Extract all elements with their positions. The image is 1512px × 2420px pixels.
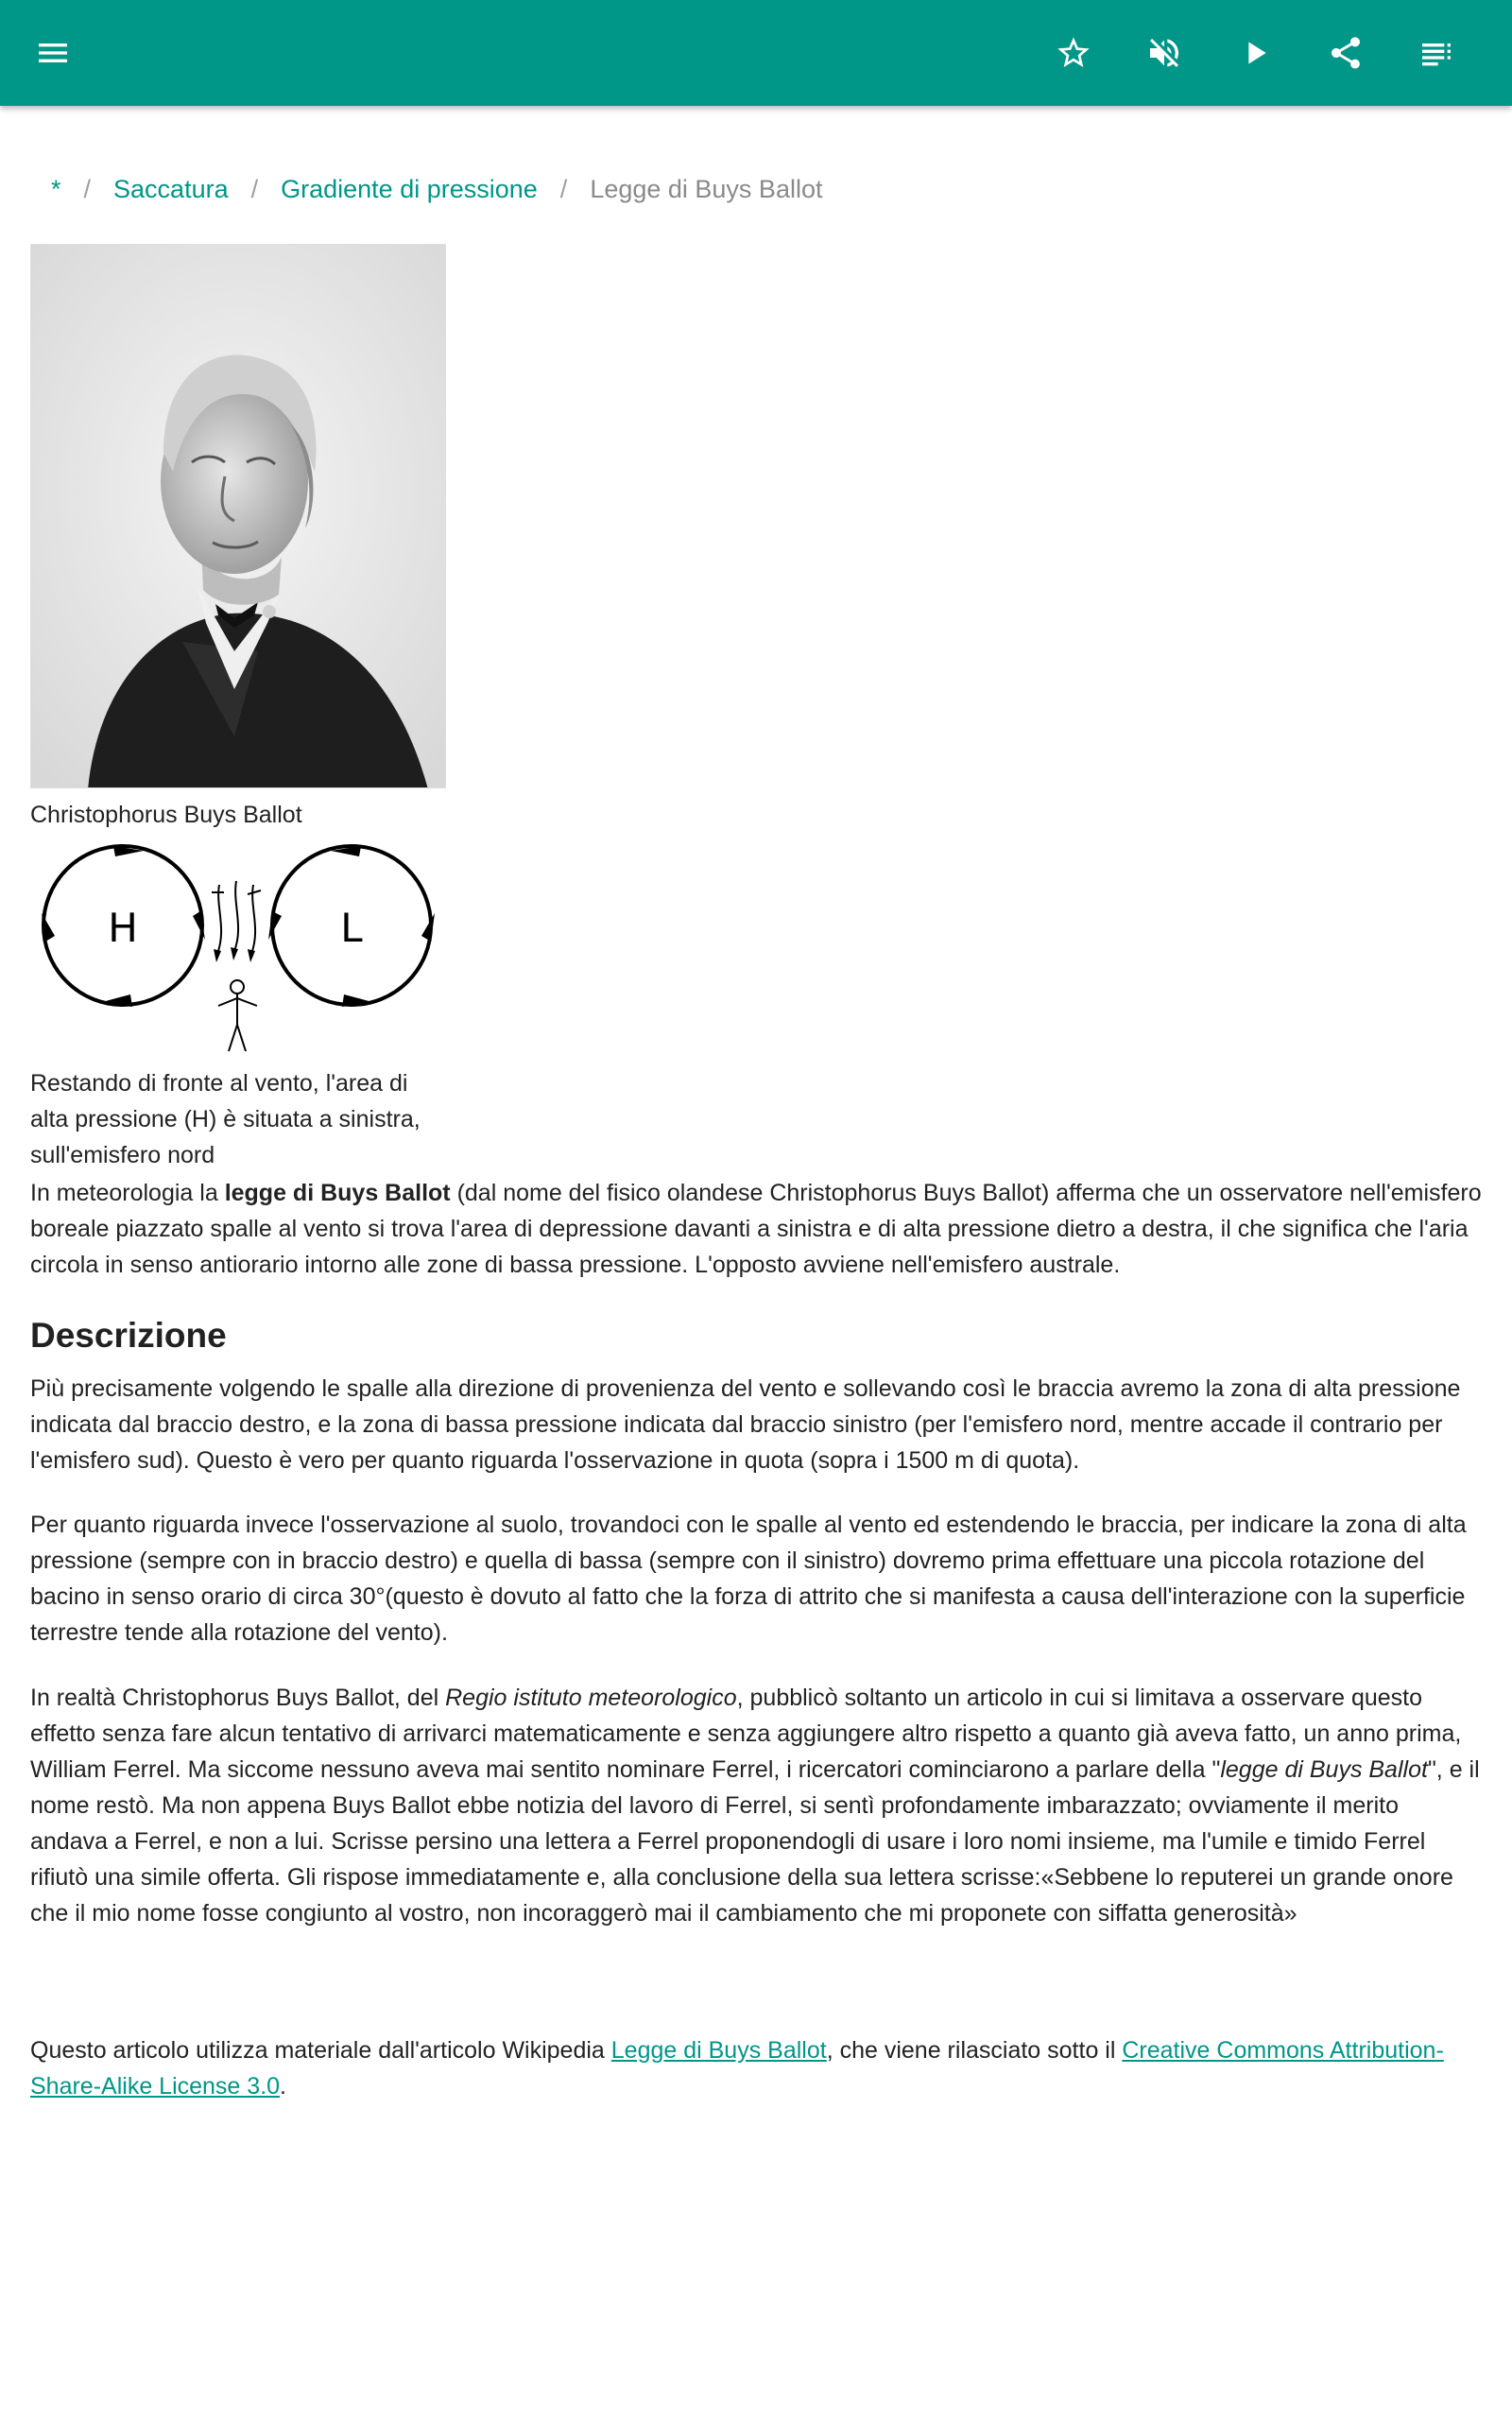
breadcrumb-home-link[interactable]: * [51,174,61,203]
attribution-paragraph: Questo articolo utilizza materiale dall'articolo Wikipedia Legge di Buys Ballot, che viene rilasciato sotto il Creative Commons Attribution-Share-Alike License 3.0. [30,2037,1444,2100]
breadcrumb-item-gradiente[interactable]: Gradiente di pressione [281,174,538,203]
intro-bold-term: legge di Buys Ballot [224,1180,451,1206]
diagram-caption [30,1065,446,1173]
section-heading: Descrizione [30,1316,227,1355]
breadcrumb [30,168,822,210]
history-paragraph: In realtà Christophorus Buys Ballot, del Regio istituto meteorologico, pubblicò soltanto un articolo in cui si limitava a osservare questo effetto senza fare alcun tentativo di arrivarci matematicamente e senza aggiungere altro rispetto a quanto già aveva fatto, un anno prima, William Ferrel. Ma siccome nessuno aveva mai sentito nominare Ferrel, i ricercatori cominciarono a parlare della "legge di Buys Ballot", e il nome restò. Ma non appena Buys Ballot ebbe notizia del lavoro di Ferrel, si sentì profondamente imbarazzato; ovviamente il merito andava a Ferrel, e non a lui. Scrisse persino una lettera a Ferrel proponendogli di usare i loro nomi insieme, ma l'umile e timido Ferrel rifiutò una simile offerta. Gli rispose immediatamente e, alla conclusione della sua lettera scrisse:«Sebbene lo reputerei un grande onore che il mio nome fosse congiunto al vostro, non incoraggerò mai il cambiamento che mi proponete con siffatta generosità» [30,1685,1480,1927]
intro-paragraph: In meteorologia la legge di Buys Ballot (dal nome del fisico olandese Christophorus Buys Ballot) afferma che un osservatore nell'emisfero boreale piazzato spalle al vento si trova l'area di depressione davanti a sinistra e di alta pressione dietro a destra, il che significa che l'aria circola in senso antiorario intorno alle zone di bassa pressione. L'opposto avviene nell'emisfero australe. [30,1180,1482,1278]
breadcrumb-item-saccatura[interactable]: Saccatura [113,174,229,203]
breadcrumb-current: Legge di Buys Ballot [590,174,823,203]
low-pressure-label: L [340,905,363,951]
high-pressure-label: H [108,905,138,951]
description-paragraph-1: Più precisamente volgendo le spalle alla direzione di provenienza del vento e sollevando così le braccia avremo la zona di alta pressione indicata dal braccio destro, e la zona di bassa pressione indicata dal braccio sinistro (per l'emisfero nord, mentre accade il contrario per l'emisfero sud). Questo è vero per quanto riguarda l'osservazione in quota (sopra i 1500 m di quota). [30,1375,1461,1474]
buys-ballot-diagram[interactable] [30,836,446,1055]
play-icon[interactable] [1225,23,1285,83]
volume-off-icon[interactable] [1134,23,1194,83]
license-link[interactable]: Creative Commons Attribution-Share-Alike License 3.0 [30,2037,1444,2100]
breadcrumb-separator: / [559,174,568,203]
italic-institute: Regio istituto meteorologico [445,1685,737,1711]
breadcrumb-separator: / [83,174,92,203]
diagram-caption-line: Restando di fronte al vento, l'area di [30,1070,408,1097]
portrait-caption: Christophorus Buys Ballot [30,802,302,828]
diagram-caption-line: sull'emisfero nord [30,1142,215,1168]
diagram-caption-line: alta pressione (H) è situata a sinistra, [30,1106,421,1132]
list-icon[interactable] [1406,23,1467,83]
wikipedia-article-link[interactable]: Legge di Buys Ballot [610,2037,827,2064]
menu-icon[interactable] [23,23,83,83]
share-icon[interactable] [1315,23,1376,83]
portrait-image[interactable] [30,244,446,788]
italic-law-name: legge di Buys Ballot [1220,1756,1428,1783]
description-paragraph-2: Per quanto riguarda invece l'osservazione al suolo, trovandoci con le spalle al vento ed estendendo le braccia, per indicare la zona di alta pressione (sempre con in braccio destro) e quella di bassa (sempre con il sinistro) dovremo prima effettuare una piccola rotazione del bacino in senso orario di circa 30°(questo è dovuto al fatto che la forza di attrito che si manifesta a causa dell'interazione con la superficie terrestre tende alla rotazione del vento). [30,1512,1467,1646]
app-toolbar [0,0,1512,106]
star-outline-icon[interactable] [1043,23,1104,83]
breadcrumb-separator: / [250,174,259,203]
